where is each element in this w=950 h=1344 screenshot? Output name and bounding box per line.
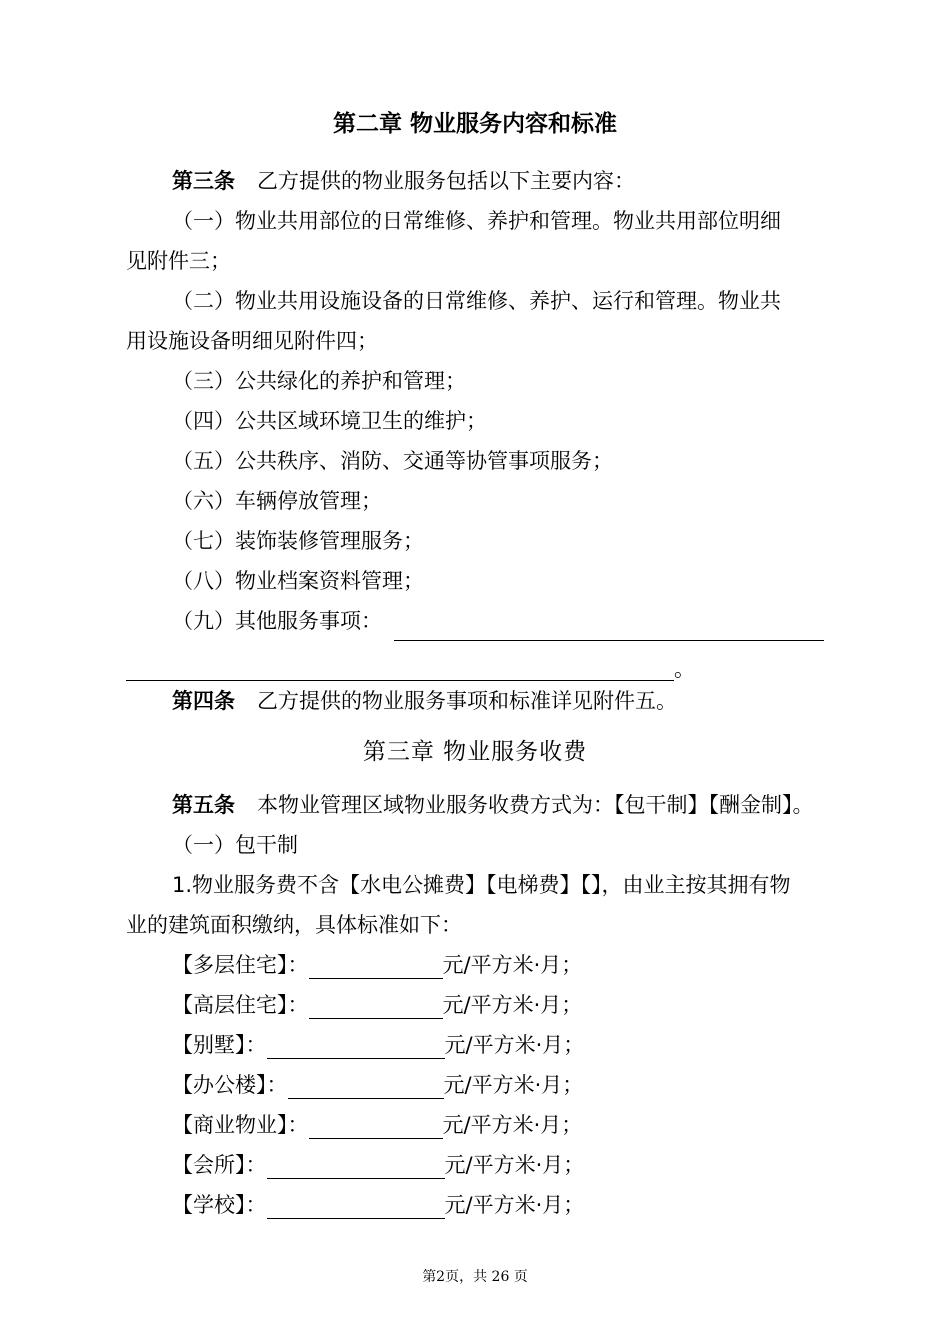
item-six: （六）车辆停放管理； (172, 489, 382, 513)
fee-blank (267, 1196, 445, 1219)
fee-label: 【商业物业】： (172, 1113, 309, 1137)
fee-row-highrise (172, 985, 582, 1025)
article-three-text: 乙方提供的物业服务包括以下主要内容： (257, 169, 635, 193)
fee-label: 【多层住宅】： (172, 953, 309, 977)
item-one-line-2: 见附件三； (126, 249, 231, 273)
fee-row-clubhouse (172, 1145, 584, 1185)
item-eight: （八）物业档案资料管理； (172, 569, 424, 593)
fee-blank (288, 1076, 444, 1099)
item-seven: （七）装饰装修管理服务； (172, 529, 424, 553)
item-four: （四）公共区域环境卫生的维护； (172, 409, 487, 433)
fee-paragraph-line-2: 业的建筑面积缴纳，具体标准如下： (126, 913, 462, 937)
article-five-paragraph (172, 785, 814, 825)
chapter-three-title: 第三章 物业服务收费 (362, 739, 588, 765)
item-two-line-2: 用设施设备明细见附件四； (126, 329, 378, 353)
item-nine-blank-line-1 (394, 640, 824, 641)
item-three: （三）公共绿化的养护和管理； (172, 369, 466, 393)
item-five: （五）公共秩序、消防、交通等协管事项服务； (172, 449, 613, 473)
item-two-line-1: （二）物业共用设施设备的日常维修、养护、运行和管理。物业共 (172, 289, 781, 313)
fee-blank (267, 1036, 445, 1059)
article-three-label: 第三条 (172, 169, 235, 193)
chapter-two-title: 第二章 物业服务内容和标准 (332, 111, 617, 137)
fee-unit: 元/平方米·月； (442, 953, 583, 977)
sub-section-lump-sum: （一）包干制 (172, 833, 298, 857)
article-three-heading (172, 161, 635, 201)
fee-label: 【会所】： (172, 1153, 267, 1177)
item-nine-end-mark: 。 (674, 657, 695, 681)
fee-blank (267, 1156, 445, 1179)
fee-unit: 元/平方米·月； (442, 1113, 583, 1137)
item-nine (172, 601, 382, 641)
fee-unit: 元/平方米·月； (444, 1033, 585, 1057)
fee-row-multistory (172, 945, 582, 985)
item-nine-label: （九）其他服务事项： (172, 609, 382, 633)
fee-row-villa (172, 1025, 584, 1065)
fee-label: 【高层住宅】： (172, 993, 309, 1017)
option-lump-sum: 【包干制】 (614, 793, 709, 817)
article-four-text: 乙方提供的物业服务事项和标准详见附件五。 (257, 689, 677, 713)
fee-paragraph-line-1: 1.物业服务费不含【水电公摊费】【电梯费】【】，由业主按其拥有物 (172, 873, 791, 897)
fee-blank (309, 996, 443, 1019)
fee-row-school (172, 1185, 584, 1225)
page-footer: 第2页，共 26 页 (422, 1269, 528, 1285)
fee-label: 【别墅】： (172, 1033, 267, 1057)
fee-label: 【办公楼】： (172, 1073, 288, 1097)
fee-row-commercial (172, 1105, 582, 1145)
article-four-paragraph (172, 681, 677, 721)
article-five-label: 第五条 (172, 793, 235, 817)
fee-label: 【学校】： (172, 1193, 267, 1217)
fee-row-office (172, 1065, 583, 1105)
fee-blank (309, 956, 443, 979)
article-five-text: 本物业管理区域物业服务收费方式为： (257, 793, 614, 817)
fee-unit: 元/平方米·月； (442, 993, 583, 1017)
fee-unit: 元/平方米·月； (444, 1153, 585, 1177)
item-one-line-1: （一）物业共用部位的日常维修、养护和管理。物业共用部位明细 (172, 209, 781, 233)
fee-blank (309, 1116, 443, 1139)
article-five-end: 。 (792, 793, 814, 817)
fee-unit: 元/平方米·月； (443, 1073, 584, 1097)
fee-unit: 元/平方米·月； (444, 1193, 585, 1217)
option-commission: 【酬金制】 (708, 793, 793, 817)
article-four-label: 第四条 (172, 689, 235, 713)
